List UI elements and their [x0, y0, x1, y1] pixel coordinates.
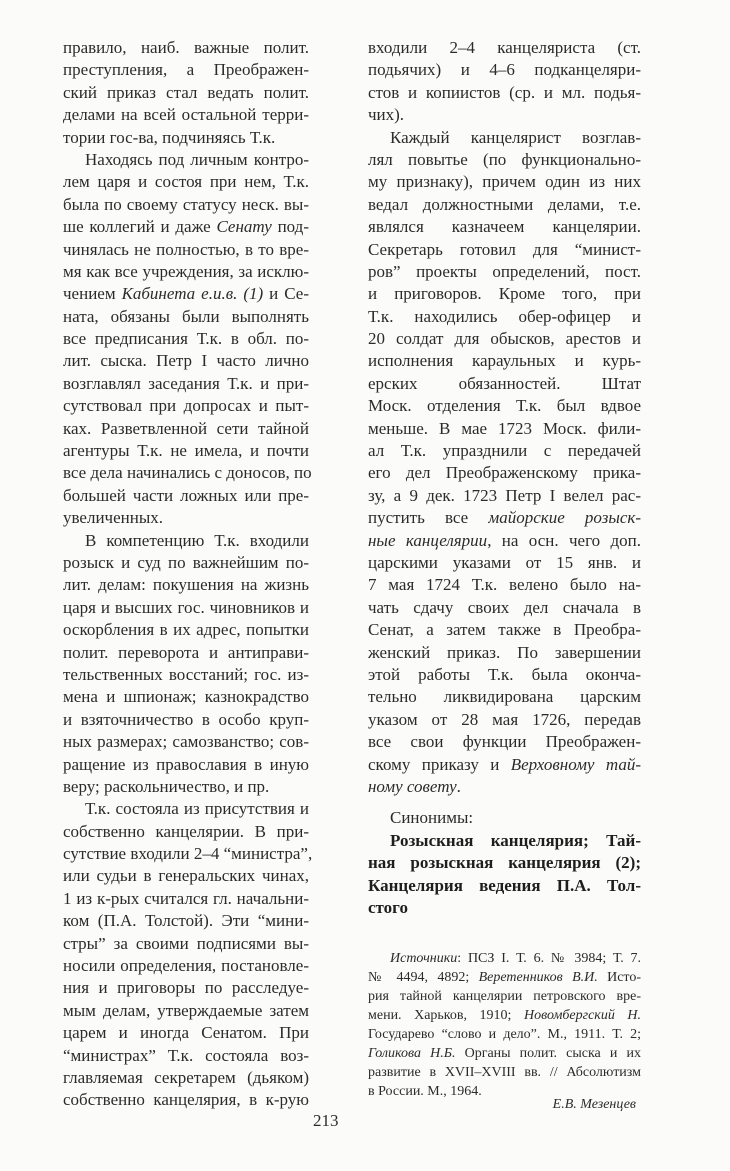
text-line	[368, 642, 641, 664]
text-run: ком (П.А. Толстой). Эти “мини-	[63, 911, 309, 931]
text-line	[368, 530, 641, 552]
text-line	[63, 1067, 309, 1089]
text-run: рия тайной канцелярии петровского вре-	[368, 989, 641, 1004]
text-line	[63, 1089, 309, 1111]
text-line	[368, 350, 641, 372]
text-run: сутствие входили 2–4 “министра”,	[63, 844, 313, 864]
italic-text-run: Сенату	[216, 217, 272, 237]
text-run: мя как все учреждения, за исклю-	[63, 261, 309, 281]
text-line	[63, 709, 309, 731]
text-run: собственно канцелярии. В при-	[63, 821, 309, 841]
text-line	[63, 1000, 309, 1022]
text-line	[368, 1025, 641, 1044]
text-line	[63, 395, 309, 417]
text-line	[368, 1063, 641, 1082]
text-run: являлся казначеем канцелярии.	[368, 217, 641, 237]
text-line	[63, 619, 309, 641]
text-line	[63, 82, 309, 104]
text-line	[368, 149, 641, 171]
text-line	[368, 59, 641, 81]
text-line	[63, 37, 309, 59]
text-line	[63, 261, 309, 283]
italic-text-run: Голикова Н.Б.	[368, 1046, 456, 1061]
text-line	[368, 968, 641, 987]
text-line	[368, 37, 641, 59]
text-line	[63, 642, 309, 664]
text-line	[63, 843, 313, 865]
italic-text-run: ные канцелярии	[368, 530, 488, 550]
text-line	[63, 1045, 309, 1067]
text-line	[63, 418, 309, 440]
text-run: ский приказ стал ведать полит.	[63, 82, 309, 102]
text-run: В компетенцию Т.к. входили	[85, 530, 309, 550]
synonyms-list	[368, 830, 641, 920]
text-line	[368, 1006, 641, 1025]
text-line	[63, 59, 309, 81]
page-number: 213	[313, 1111, 339, 1130]
text-line	[368, 82, 641, 104]
text-line	[368, 283, 641, 305]
text-run: 20 солдат для обысков, арестов и	[368, 329, 641, 349]
text-line	[63, 373, 309, 395]
italic-text-run: ному совету	[368, 776, 457, 796]
text-line	[368, 574, 641, 596]
text-run: сутствовал при допросах и пыт-	[63, 396, 309, 416]
text-line	[63, 731, 309, 753]
text-line	[368, 949, 641, 968]
text-run: Государево “слово и дело”. М., 1911. Т. 2;	[368, 1027, 641, 1042]
text-line	[63, 149, 309, 171]
text-line	[368, 664, 641, 686]
text-line	[368, 127, 641, 149]
text-line	[63, 776, 309, 798]
text-run: : ПСЗ I. Т. 6. № 3984; Т. 7.	[457, 951, 641, 966]
text-run: лял повытье (по функционально-	[368, 149, 641, 169]
text-line	[63, 1022, 309, 1044]
text-run: ках. Разветвленной сети тайной	[63, 418, 309, 438]
text-run: этой работы Т.к. была оконча-	[368, 664, 641, 684]
text-run: ерских обязанностей. Штат	[368, 373, 641, 393]
text-run: ната, обязаны были выполнять	[63, 306, 309, 326]
text-line	[368, 373, 641, 395]
text-line	[368, 1044, 641, 1063]
text-run: царскими указами от 15 янв. и	[368, 552, 641, 572]
text-line	[63, 104, 309, 126]
text-line	[368, 306, 641, 328]
text-run: возглавлял заседания Т.к. и при-	[63, 373, 309, 393]
text-run: № 4494, 4892;	[368, 970, 479, 985]
text-line	[368, 171, 641, 193]
text-line	[368, 830, 641, 852]
text-line	[368, 731, 641, 753]
text-line	[63, 865, 309, 887]
text-line	[368, 104, 641, 126]
text-line	[368, 552, 641, 574]
italic-text-run: Новомбергский Н.	[523, 1008, 641, 1023]
text-line	[63, 552, 309, 574]
text-run: Находясь под личным контро-	[85, 149, 309, 169]
text-run: собственно канцелярия, в к-рую	[63, 1090, 309, 1110]
text-line	[63, 910, 309, 932]
text-line	[368, 462, 641, 484]
text-line	[368, 709, 641, 731]
italic-text-run: Источники	[390, 951, 458, 966]
author-signature: Е.В. Мезенцев	[552, 1097, 636, 1112]
text-run: его дел Преображенскому прика-	[368, 463, 641, 483]
text-line	[63, 194, 309, 216]
text-run: стого	[368, 898, 408, 918]
text-run: ния и приговоры по расследуе-	[63, 978, 309, 998]
text-run: “министрах” Т.к. состояла воз-	[63, 1045, 309, 1065]
text-run: мена и шпионаж; казнокрадство	[63, 687, 309, 707]
text-line	[63, 171, 309, 193]
text-run: увеличенных.	[63, 508, 164, 528]
text-run: ращение из православия в иную	[63, 754, 309, 774]
text-run: большей части ложных или пре-	[63, 485, 309, 505]
text-run: все дела начинались с доносов, по	[63, 463, 312, 483]
text-line	[368, 754, 641, 776]
text-run: ше коллегий и даже	[63, 217, 217, 237]
left-column	[63, 37, 313, 1112]
text-run: и приговоров. Кроме того, при	[368, 284, 641, 304]
text-line	[368, 507, 641, 529]
italic-text-run: майорские розыск-	[488, 508, 641, 528]
text-run: Т.к. состояла из присутствия и	[85, 799, 309, 819]
text-line	[63, 239, 309, 261]
text-run: носили определения, постановле-	[63, 956, 309, 976]
text-run: агентуры Т.к. не имела, и почти	[63, 441, 309, 461]
text-run: Канцелярия ведения П.А. Тол-	[368, 875, 641, 895]
text-run: Каждый канцелярист возглав-	[390, 127, 641, 147]
text-run: Сенат, а затем также в Преобра-	[368, 620, 641, 640]
text-run: зу, а 9 дек. 1723 Петр I велел рас-	[368, 485, 641, 505]
sources-block	[368, 949, 641, 1101]
text-run: веру; раскольничество, и пр.	[63, 776, 270, 796]
text-run: ная розыскная канцелярия (2);	[368, 853, 641, 873]
text-line	[63, 955, 309, 977]
text-run: Моск. отделения Т.к. был вдвое	[368, 396, 641, 416]
text-run: Органы полит. сыска и их	[455, 1046, 641, 1061]
text-run: ров” проекты определений, пост.	[368, 261, 641, 281]
text-line	[368, 239, 641, 261]
text-run: розыск и суд по важнейшим по-	[63, 552, 309, 572]
text-run: делами на всей остальной терри-	[63, 105, 309, 125]
text-run: 7 мая 1724 Т.к. велено было на-	[368, 575, 641, 595]
text-line	[63, 216, 309, 238]
text-line	[63, 283, 309, 305]
text-line	[368, 485, 641, 507]
text-line	[368, 619, 641, 641]
text-run: чинялась не полностью, в то вре-	[63, 239, 309, 259]
text-run: главляемая секретарем (дьяком)	[63, 1067, 309, 1087]
text-run: лит. сыска. Петр I часто лично	[63, 351, 309, 371]
text-line	[63, 821, 309, 843]
text-run: или судьи в генеральских чинах,	[63, 866, 309, 886]
text-run: Розыскная канцелярия; Тай-	[390, 831, 641, 850]
text-run: оскорбления в их адрес, попытки	[63, 620, 309, 640]
text-run: правило, наиб. важные полит.	[63, 38, 309, 57]
text-line	[368, 216, 641, 238]
text-line	[63, 530, 309, 552]
text-run: Т.к. находились обер-офицер и	[368, 306, 641, 326]
text-line	[368, 776, 641, 798]
text-line	[63, 888, 309, 910]
text-line	[63, 597, 309, 619]
text-line	[368, 261, 641, 283]
text-run: женский приказ. По завершении	[368, 642, 641, 662]
text-run: чих).	[368, 105, 405, 125]
text-line	[368, 597, 641, 619]
text-line	[63, 664, 309, 686]
text-run: преступления, а Преображен-	[63, 60, 309, 80]
text-run: ведал должностными делами, т.е.	[368, 194, 641, 214]
text-run: развитие в XVII–XVIII вв. // Абсолютизм	[368, 1065, 641, 1080]
text-run: стов и копиистов (ср. и мл. подья-	[368, 82, 641, 102]
text-line	[368, 418, 641, 440]
text-run: ных размерах; самозванство; сов-	[63, 732, 309, 752]
synonyms-label: Синонимы:	[390, 808, 474, 827]
text-line	[63, 754, 309, 776]
text-line	[368, 328, 641, 350]
text-line	[368, 194, 641, 216]
text-run: и Се-	[263, 284, 310, 304]
text-line	[368, 875, 641, 897]
text-line	[63, 328, 309, 350]
text-run: лит. делам: покушения на жизнь	[63, 575, 309, 595]
text-line	[368, 897, 641, 919]
text-run: все предписания Т.к. в обл. по-	[63, 329, 309, 349]
text-run: полит. переворота и антиправи-	[63, 642, 309, 662]
text-line	[63, 350, 309, 372]
text-run: тории гос-ва, подчиняясь Т.к.	[63, 127, 276, 147]
text-line	[63, 440, 309, 462]
text-line	[63, 507, 309, 529]
text-run: указом от 28 мая 1726, передав	[368, 709, 641, 729]
italic-text-run: Кабинета е.и.в. (1)	[121, 284, 264, 304]
text-run: Исто-	[597, 970, 641, 985]
text-run: пустить все	[368, 508, 489, 528]
text-run: скому приказу и	[368, 754, 511, 774]
text-line	[368, 852, 641, 874]
text-run: меньше. В мае 1723 Моск. фили-	[368, 418, 641, 438]
text-line	[63, 798, 309, 820]
text-run: все свои функции Преображен-	[368, 732, 641, 752]
text-line	[368, 395, 641, 417]
text-run: тельственных восстаний; гос. из-	[63, 664, 309, 684]
text-run: .	[456, 776, 461, 796]
text-run: исполнения караульных и курь-	[368, 351, 641, 371]
text-run: входили 2–4 канцеляриста (ст.	[368, 38, 641, 57]
text-run: му признаку), причем один из них	[368, 172, 641, 192]
text-line	[63, 574, 309, 596]
italic-text-run: Веретенников В.И.	[478, 970, 598, 985]
text-run: ал Т.к. упразднили с передачей	[368, 441, 641, 461]
text-run: под-	[271, 217, 309, 237]
right-column	[368, 37, 641, 798]
text-run: Секретарь готовил для “минист-	[368, 239, 641, 259]
text-run: стры” за своими подписями вы-	[63, 933, 309, 953]
text-run: мым делам, утверждаемые затем	[63, 1000, 309, 1020]
text-run: подьячих) и 4–6 подканцеляри-	[368, 60, 641, 80]
text-line	[63, 306, 309, 328]
italic-text-run: Верховному тай-	[510, 754, 641, 774]
text-line	[63, 977, 309, 999]
text-run: и взяточничество в особо круп-	[63, 709, 309, 729]
text-run: в России. М., 1964.	[368, 1084, 482, 1099]
text-line	[63, 127, 309, 149]
text-line	[368, 686, 641, 708]
text-line	[63, 485, 309, 507]
text-run: царя и высших гос. чиновников и	[63, 597, 309, 617]
text-run: чением	[63, 284, 122, 304]
text-line	[368, 987, 641, 1006]
text-run: чать сдачу своих дел сначала в	[368, 597, 641, 617]
text-run: была по своему статусу неск. вы-	[63, 194, 309, 214]
text-line	[63, 933, 309, 955]
text-run: лем царя и состоя при нем, Т.к.	[63, 172, 309, 192]
text-run: 1 из к-рых считался гл. начальни-	[63, 888, 309, 908]
text-run: мени. Харьков, 1910;	[368, 1008, 524, 1023]
text-line	[63, 686, 309, 708]
text-run: царем и иногда Сенатом. При	[63, 1023, 309, 1043]
text-line	[368, 440, 641, 462]
text-run: , на осн. чего доп.	[487, 530, 641, 550]
text-line	[63, 462, 312, 484]
text-run: тельно ликвидирована царским	[368, 687, 641, 707]
